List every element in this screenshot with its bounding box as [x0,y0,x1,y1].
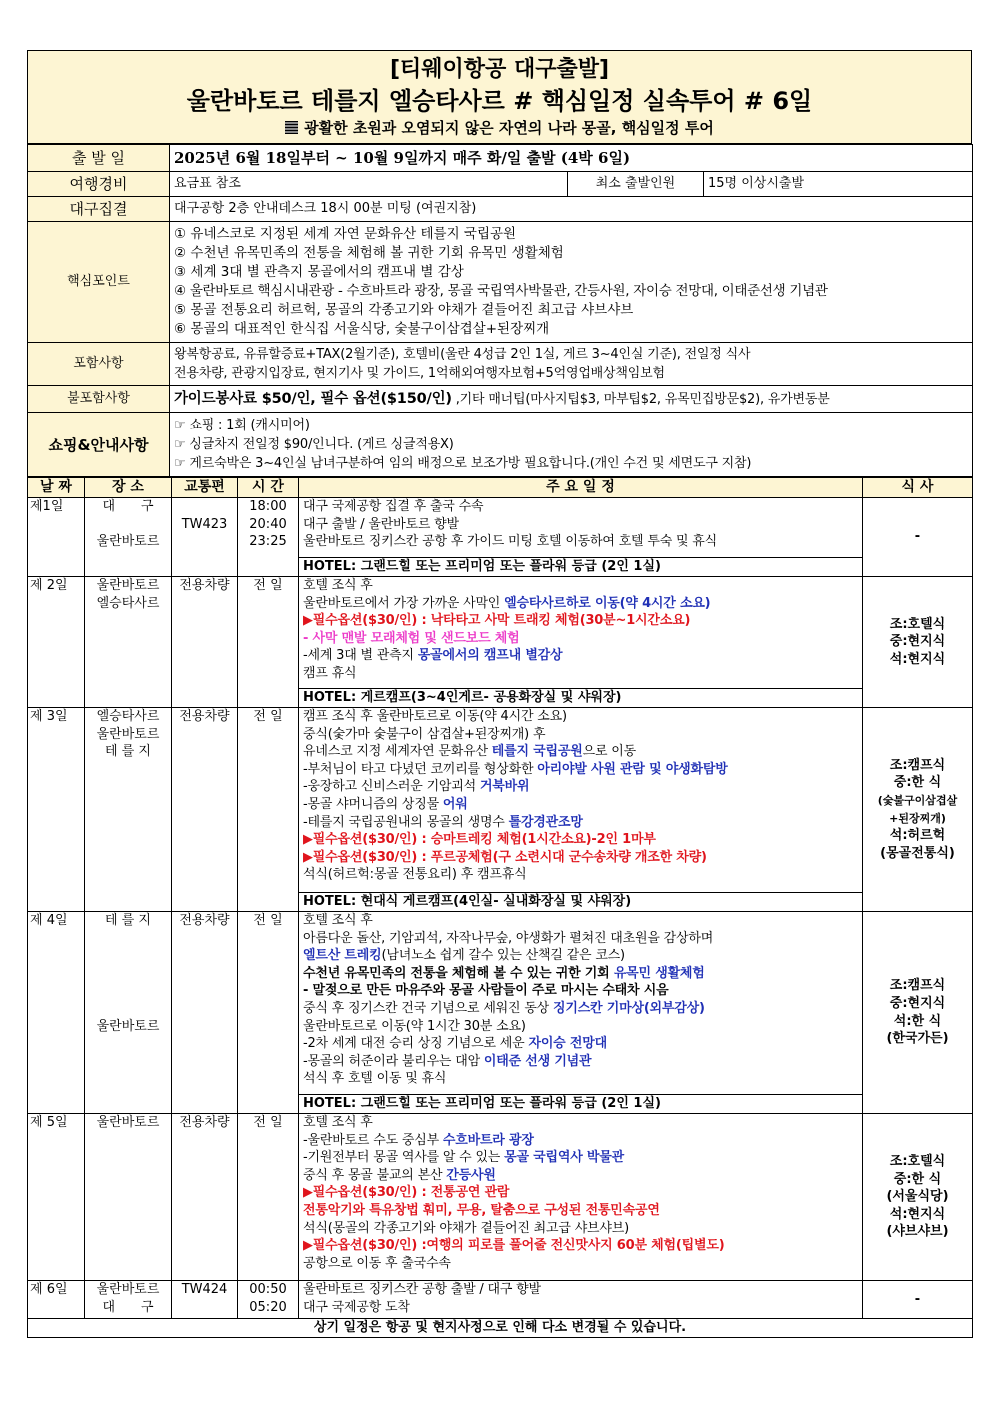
hotel-line: HOTEL: 게르캠프(3~4인게르- 공용화장실 및 샤워장) [299,688,863,707]
transport-label: 전용차량 [179,709,230,724]
depart-label: 출 발 일 [28,145,170,172]
header-place: 장 소 [85,478,172,498]
schedule-line: ▶필수옵션($30/인) :여행의 피로를 풀어줄 전신맛사지 60분 체험(팁별도) [303,1238,725,1254]
schedule-table [27,477,973,1338]
transport-cell [172,912,238,1114]
meal-label: (서울식당) [886,1189,949,1205]
schedule-line: 울란바토르 징키스칸 공항 출발 / 대구 향발 [303,1282,541,1297]
schedule-line: ▶필수옵션($30/인) : 승마트레킹 체험(1시간소요)-2인 1마부 [303,832,656,848]
meal-label: 조:캠프식 [889,978,946,994]
place-label [86,930,170,948]
schedule-cell [299,498,863,577]
schedule-row [28,708,973,912]
transport-label: 전용차량 [179,913,230,928]
day-label: 제 2일 [30,578,68,593]
time-cell [238,498,299,577]
meal-label: +된장찌개) [889,811,946,825]
pointing-hand-icon: ☞ [174,456,186,471]
meal-cell [863,708,973,912]
page-title: 울란바토르 테를지 엘승타사르 # 핵심일정 실속투어 # 6일 [186,87,813,115]
schedule-cell [299,912,863,1114]
day-label: 제1일 [30,499,64,514]
transport-cell [172,577,238,708]
meal-label: 중:한 식 [893,1171,942,1187]
place-cell [85,708,172,912]
min-people-label: 최소 출발인원 [568,172,704,197]
time-cell [238,577,299,708]
header-date: 날 짜 [28,478,85,498]
schedule-line: 울란바토르 징키스칸 공항 후 가이드 미팅 호텔 이동하여 호텔 투숙 및 휴식 [303,534,717,550]
includes-list [170,343,973,386]
schedule-cell [299,577,863,708]
itinerary-sheet [27,50,972,1338]
schedule-cell [299,1114,863,1281]
schedule-line: 엘트산 트레킹(남녀노소 쉽게 갈수 있는 산책길 같은 코스) [303,948,625,964]
schedule-line: 울란바토르로 이동(약 1시간 30분 소요) [303,1018,526,1034]
time-label: 23:25 [249,534,287,550]
schedule-cell [299,1281,863,1319]
transport-label: 전용차량 [179,578,230,593]
notice-line: ☞ 쇼핑 : 1회 (캐시미어) [174,418,310,433]
cost-label: 여행경비 [28,172,170,197]
meeting-value: 대구공항 2층 안내데스크 18시 00분 미팅 (여권지참) [170,197,973,222]
schedule-line: 전통악기와 특유창법 훠미, 무용, 탈춤으로 구성된 전통민속공연 [303,1202,660,1218]
place-label: 대 구 [102,1299,154,1315]
day-label: 제 6일 [30,1282,68,1297]
schedule-line: ▶필수옵션($30/인) : 전통공연 관람 [303,1185,510,1201]
day-label: 제 3일 [30,709,68,724]
meal-label: (샤브샤브) [886,1224,949,1240]
time-label: 00:50 [249,1282,287,1297]
place-label: 울란바토르 [96,1115,160,1130]
day-cell [28,577,85,708]
transport-cell [172,1281,238,1319]
schedule-line: -몽골 샤머니즘의 상징물 어워 [303,796,468,812]
place-label [86,982,170,1000]
place-label: 울란바토르 [96,578,160,593]
schedule-line: -기원전부터 몽골 역사를 알 수 있는 몽골 국립역사 박물관 [303,1150,624,1166]
day-cell [28,708,85,912]
time-cell [238,708,299,912]
place-label: 테 를 지 [105,744,151,760]
schedule-line: 호텔 조식 후 [303,913,373,928]
meal-label: 조:호텔식 [889,616,946,632]
schedule-line: - 사막 맨발 모래체험 및 샌드보드 체험 [303,630,520,646]
include-line: 전용차량, 관광지입장료, 현지기사 및 가이드, 1억해외여행자보험+5억영업배상책임보험 [174,366,665,381]
schedule-line: 아름다운 돌산, 기암괴석, 자작나무숲, 야생화가 펼쳐진 대초원을 감상하며 [303,930,714,946]
meal-label: - [914,1291,921,1307]
meal-label: 석:한 식 [893,1013,942,1029]
meal-label: 조:캠프식 [889,757,946,773]
hotel-line: HOTEL: 그랜드힐 또는 프리미엄 또는 플라워 등급 (2인 1실) [299,1094,863,1113]
place-label [86,516,170,534]
meal-label: (숯불구이삼겹살 [877,793,958,807]
schedule-line: - 말젖으로 만든 마유주와 몽골 사람들이 주로 마시는 수태차 시음 [303,983,669,999]
time-label: 20:40 [249,516,287,532]
schedule-line: ▶필수옵션($30/인) : 푸르공체험(구 소련시대 군수송차량 개조한 차량) [303,849,707,865]
day-label: 제 4일 [30,913,68,928]
header-time: 시 간 [238,478,299,498]
key-points-label: 핵심포인트 [28,222,170,343]
schedule-line: -웅장하고 신비스러운 기암괴석 거북바위 [303,779,530,795]
place-cell [85,1114,172,1281]
include-line: 왕복항공료, 유류할증료+TAX(2월기준), 호텔비(울란 4성급 2인 1실, 게르 3~4인실 기준), 전일정 식사 [174,347,751,362]
depart-value: 2025년 6월 18일부터 ~ 10월 9일까지 매주 화/일 출발 (4박 6일) [170,145,973,172]
schedule-line: -테를지 국립공원내의 몽골의 생명수 톨강경관조망 [303,814,583,830]
meal-cell [863,1281,973,1319]
grid-square-icon [285,121,298,134]
transport-cell [172,1114,238,1281]
meal-label: 중:한 식 [893,775,942,791]
schedule-line: 수천년 유목민족의 전통을 체험해 볼 수 있는 귀한 기회 유목민 생활체험 [303,965,705,981]
pointing-hand-icon: ☞ [174,437,186,452]
info-table [27,144,973,477]
schedule-line: -울란바토르 수도 중심부 수흐바트라 광장 [303,1132,534,1148]
schedule-row [28,1281,973,1319]
schedule-line: 중식(숯가마 숯불구이 삼겹살+된장찌개) 후 [303,726,546,742]
schedule-row [28,912,973,1114]
day-cell [28,912,85,1114]
schedule-line: 중식 후 몽골 불교의 본산 간등사원 [303,1167,496,1183]
meal-cell [863,1114,973,1281]
notice-line: ☞ 게르숙박은 3~4인실 남녀구분하여 임의 배정으로 보조가방 필요합니다.(개인 수건 및 세면도구 지참) [174,456,752,471]
schedule-line: ▶필수옵션($30/인) : 낙타타고 사막 트래킹 체험(30분~1시간소요) [303,613,691,629]
time-label: 전 일 [253,578,283,593]
header-table [27,50,972,144]
schedule-line: 유네스코 지정 세계자연 문화유산 테를지 국립공원으로 이동 [303,744,636,760]
key-point-item: ④ 울란바토르 핵심시내관광 - 수흐바트라 광장, 몽골 국립역사박물관, 간등사원, 자이승 전망대, 이태준선생 기념관 [174,283,828,299]
time-label: 18:00 [249,499,287,514]
transport-cell [172,708,238,912]
schedule-line: -부처님이 타고 다녔던 코끼리를 형상화한 아리야발 사원 관람 및 야생화탐방 [303,761,728,777]
transport-label: TW423 [181,516,228,532]
schedule-line: -2차 세계 대전 승리 상징 기념으로 세운 자이승 전망대 [303,1036,607,1052]
schedule-line: 캠프 조식 후 울란바토르로 이동(약 4시간 소요) [303,709,567,724]
meal-cell [863,912,973,1114]
meal-label: - [914,529,921,545]
place-cell [85,1281,172,1319]
place-label [86,1000,170,1018]
schedule-cell [299,708,863,912]
place-label: 대 구 [102,499,154,514]
meeting-label: 대구집결 [28,197,170,222]
key-point-item: ② 수천년 유목민족의 전통을 체험해 볼 귀한 기회 유목민 생활체험 [174,245,564,261]
place-cell [85,498,172,577]
meal-label: (한국가든) [886,1031,949,1047]
key-point-item: ⑤ 몽골 전통요리 허르헉, 몽골의 각종고기와 야채가 곁들어진 최고급 샤브샤브 [174,302,634,318]
place-label: 울란바토르 [96,1018,160,1034]
schedule-line: 대구 국제공항 도착 [303,1299,410,1315]
time-label: 전 일 [253,1115,283,1130]
transport-label: 전용차량 [179,1115,230,1130]
schedule-line: 호텔 조식 후 [303,1115,373,1130]
hotel-line: HOTEL: 현대식 게르캠프(4인실- 실내화장실 및 샤워장) [299,892,863,911]
schedule-row [28,1114,973,1281]
key-point-item: ③ 세계 3대 별 관측지 몽골에서의 캠프내 별 감상 [174,264,464,280]
day-label: 제 5일 [30,1115,68,1130]
schedule-line: 호텔 조식 후 [303,578,373,593]
schedule-line: -몽골의 허준이라 불리우는 대암 이태준 선생 기념관 [303,1053,592,1069]
includes-label: 포함사항 [28,343,170,386]
shopping-notice-label: 쇼핑&안내사항 [28,413,170,477]
header-meal: 식 사 [863,478,973,498]
schedule-line: 석식 후 호텔 이동 및 휴식 [303,1071,447,1087]
cost-value: 요금표 참조 [170,172,568,197]
time-cell [238,1114,299,1281]
meal-label: 석:현지식 [889,651,946,667]
schedule-line: 석식(허르헉:몽골 전통요리) 후 캠프휴식 [303,867,527,883]
time-label: 05:20 [249,1299,287,1315]
schedule-line: 대구 국제공항 집결 후 출국 수속 [303,499,484,514]
time-label: 전 일 [253,913,283,928]
meal-label: 석:허르헉 [889,828,946,844]
time-cell [238,912,299,1114]
day-cell [28,498,85,577]
notice-line: ☞ 싱글차지 전일정 $90/인니다. (게르 싱글적용X) [174,437,454,452]
excludes-label: 불포함사항 [28,386,170,413]
schedule-row [28,498,973,577]
pointing-hand-icon: ☞ [174,418,186,433]
min-people-value: 15명 이상시출발 [704,172,973,197]
place-label: 울란바토르 [96,1282,160,1297]
schedule-body [28,498,973,1319]
header-transport: 교통편 [172,478,238,498]
key-point-item: ⑥ 몽골의 대표적인 한식집 서울식당, 숯불구이삼겹살+된장찌개 [174,321,550,337]
place-label: 엘승타사르 [96,595,160,611]
transport-cell [172,498,238,577]
schedule-line: 석식(몽골의 각종고기와 야채가 곁들어진 최고급 샤브샤브) [303,1220,629,1236]
page-title-airline: [티웨이항공 대구출발] [389,57,610,82]
hotel-line: HOTEL: 그랜드힐 또는 프리미엄 또는 플라워 등급 (2인 1실) [299,557,863,576]
schedule-line: 중식 후 징기스칸 건국 기념으로 세워진 동상 징기스칸 기마상(외부감상) [303,1000,705,1016]
meal-cell [863,577,973,708]
place-label: 울란바토르 [96,534,160,550]
schedule-line: 공항으로 이동 후 출국수속 [303,1255,451,1271]
key-point-item: ① 유네스코로 지정된 세계 자연 문화유산 테를지 국립공원 [174,226,517,242]
page-subtitle: 광활한 초원과 오염되지 않은 자연의 나라 몽골, 핵심일정 투어 [28,117,971,141]
meal-label: 중:현지식 [889,634,946,650]
place-label: 울란바토르 [96,726,160,742]
schedule-line: 대구 출발 / 울란바토르 향발 [303,516,459,532]
header-cell [28,51,972,144]
schedule-row [28,577,973,708]
place-label: 엘승타사르 [96,709,160,724]
schedule-line: -세계 3대 별 관측지 몽골에서의 캠프내 별감상 [303,648,563,664]
header-schedule: 주 요 일 정 [299,478,863,498]
schedule-line: 울란바토르에서 가장 가까운 사막인 엘승타사르하로 이동(약 4시간 소요) [303,595,711,611]
footer-note: 상기 일정은 항공 및 현지사정으로 인해 다소 변경될 수 있습니다. [28,1319,973,1338]
place-cell [85,912,172,1114]
transport-label: TW424 [181,1282,228,1297]
shopping-notice-list [170,413,973,477]
meal-label: 중:현지식 [889,995,946,1011]
meal-label: 조:호텔식 [889,1154,946,1170]
day-cell [28,1114,85,1281]
place-cell [85,577,172,708]
meal-label: 석:현지식 [889,1206,946,1222]
place-label [86,965,170,983]
key-points-list [170,222,973,343]
day-cell [28,1281,85,1319]
excludes-value: 가이드봉사료 $50/인, 필수 옵션($150/인) ,기타 매너팁(마사지팁$3, 마부팁$2, 유목민집방문$2), 유가변동분 [170,386,973,413]
place-label [86,947,170,965]
time-label: 전 일 [253,709,283,724]
meal-cell [863,498,973,577]
meal-label: (몽골전통식) [880,845,955,861]
place-label: 테 를 지 [105,913,151,928]
time-cell [238,1281,299,1319]
schedule-line: 캠프 휴식 [303,665,357,681]
